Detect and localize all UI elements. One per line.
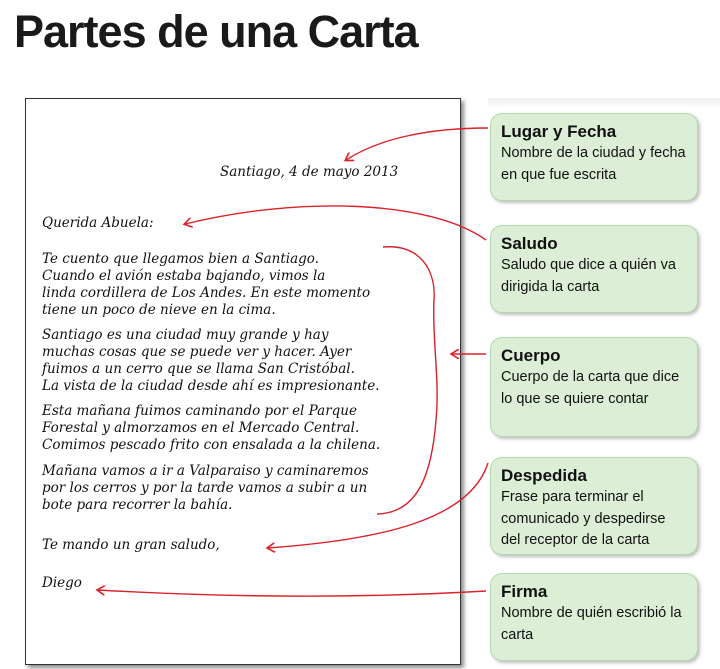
letter-line: Santiago es una ciudad muy grande y hay xyxy=(42,327,329,343)
letter-line: tiene un poco de nieve en la cima. xyxy=(42,302,276,318)
part-description: Frase para terminar el comunicado y despedirse del receptor de la carta xyxy=(501,489,666,548)
header-shade xyxy=(488,98,720,108)
part-title: Despedida xyxy=(501,466,587,485)
letter-signature: Diego xyxy=(42,575,82,591)
page-title: Partes de una Carta xyxy=(14,6,418,57)
letter-closing: Te mando un gran saludo, xyxy=(42,537,220,553)
part-card-cuerpo xyxy=(490,337,698,437)
letter-date: Santiago, 4 de mayo 2013 xyxy=(220,164,399,180)
part-description: Nombre de la ciudad y fecha en que fue escrita xyxy=(501,145,686,183)
letter-line: linda cordillera de Los Andes. En este momento xyxy=(42,285,371,301)
letter-sheet xyxy=(25,98,461,665)
letter-line: Forestal y almorzamos en el Mercado Central. xyxy=(42,420,360,436)
part-card-despedida xyxy=(490,457,698,555)
part-card-lugar-fecha xyxy=(490,113,698,201)
part-card-saludo xyxy=(490,225,698,313)
part-description: Saludo que dice a quién va dirigida la carta xyxy=(501,257,676,295)
letter-line: La vista de la ciudad desde ahí es impresionante. xyxy=(42,378,380,394)
letter-line: Esta mañana fuimos caminando por el Parque xyxy=(42,403,357,419)
part-title: Saludo xyxy=(501,234,558,253)
letter-line: muchas cosas que se puede ver y hacer. Ayer xyxy=(42,344,352,360)
part-title: Firma xyxy=(501,582,548,601)
letter-line: fuimos a un cerro que se llama San Cristóbal. xyxy=(42,361,355,377)
part-card-firma xyxy=(490,573,698,661)
part-title: Cuerpo xyxy=(501,346,561,365)
part-description: Cuerpo de la carta que dice lo que se quiere contar xyxy=(501,369,680,407)
letter-line: Te cuento que llegamos bien a Santiago. xyxy=(42,251,319,267)
letter-line: Cuando el avión estaba bajando, vimos la xyxy=(42,268,326,284)
part-description: Nombre de quién escribió la carta xyxy=(501,605,682,643)
letter-line: bote para recorrer la bahía. xyxy=(42,497,233,513)
letter-line: por los cerros y por la tarde vamos a subir a un xyxy=(42,480,368,496)
letter-line: Mañana vamos a ir a Valparaiso y caminaremos xyxy=(42,463,369,479)
letter-line: Comimos pescado frito con ensalada a la chilena. xyxy=(42,437,381,453)
letter-greeting: Querida Abuela: xyxy=(42,215,154,231)
part-title: Lugar y Fecha xyxy=(501,122,617,141)
